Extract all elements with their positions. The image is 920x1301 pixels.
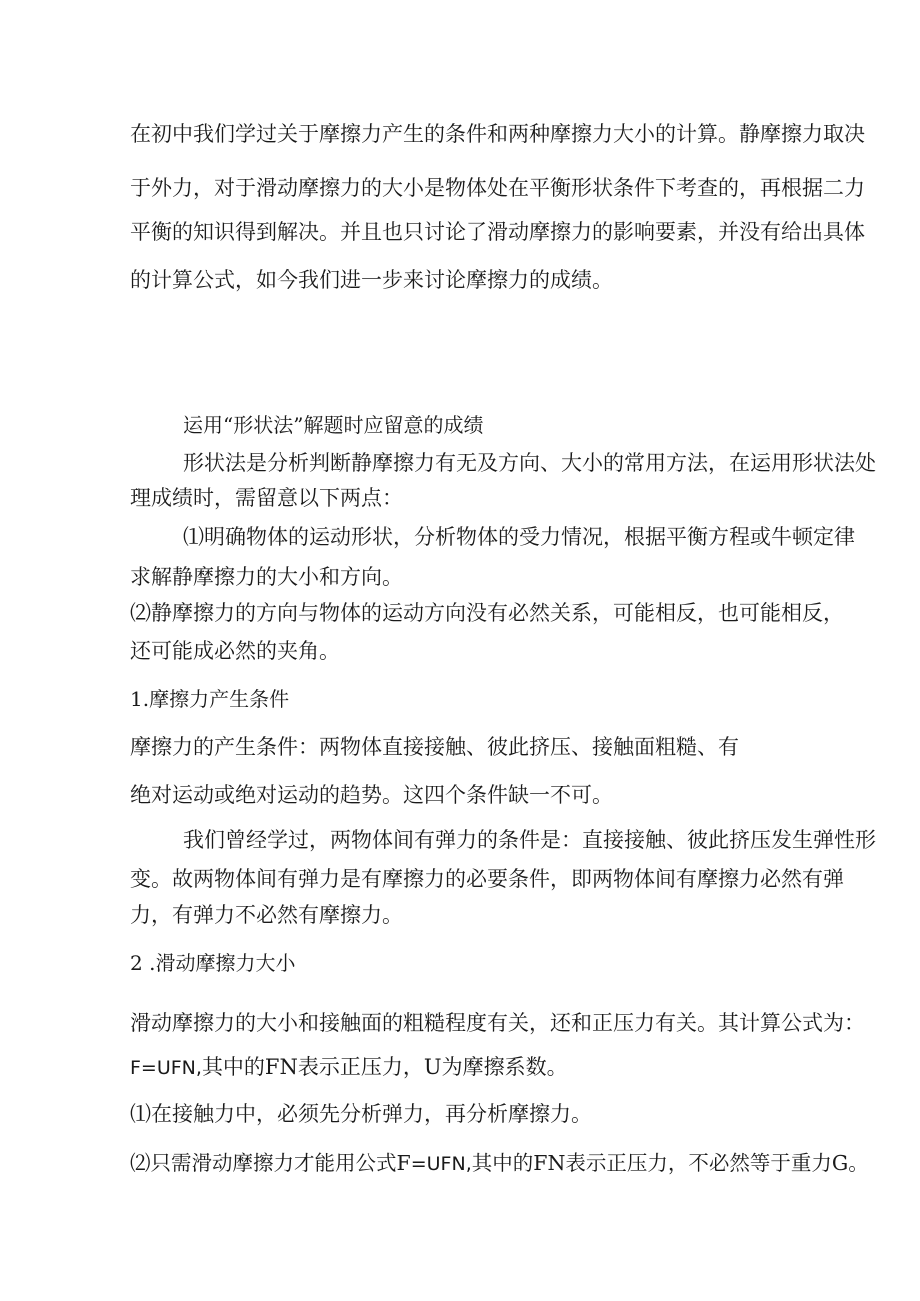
note-2-prefix: ⑵只需滑动摩擦力才能用公式F <box>130 1151 411 1175</box>
shape-item-1-line-2: 求解静摩擦力的大小和方向。 <box>130 565 403 589</box>
intro-line-3: 平衡的知识得到解决。并且也只讨论了滑动摩擦力的影响要素，并没有给出具体 <box>130 220 865 244</box>
intro-line-2: 于外力，对于滑动摩擦力的大小是物体处在平衡形状条件下考查的，再根据二力 <box>130 176 865 200</box>
note-2 <box>130 1150 869 1177</box>
formula-explanation: 其中的FN表示正压力，U为摩擦系数。 <box>201 1055 568 1079</box>
note-1: ⑴在接触力中，必须先分析弹力，再分析摩擦力。 <box>130 1102 592 1126</box>
elastic-para-line-2: 变。故两物体间有弹力是有摩擦力的必要条件，即两物体间有摩擦力必然有弹 <box>130 867 844 891</box>
sliding-friction-heading: 2 .滑动摩擦力大小 <box>130 951 296 975</box>
intro-line-1: 在初中我们学过关于摩擦力产生的条件和两种摩擦力大小的计算。静摩擦力取决 <box>130 122 865 146</box>
sliding-friction-line-1: 滑动摩擦力的大小和接触面的粗糙程度有关，还和正压力有关。其计算公式为： <box>130 1011 865 1035</box>
note-2-rest: 其中的FN表示正压力，不必然等于重力G。 <box>471 1151 869 1175</box>
formula-text: F=UFN, <box>130 1057 202 1079</box>
friction-conditions-line-2: 绝对运动或绝对运动的趋势。这四个条件缺一不可。 <box>130 783 613 807</box>
shape-item-2-line-1: ⑵静摩擦力的方向与物体的运动方向没有必然关系，可能相反，也可能相反， <box>130 601 844 625</box>
elastic-para-line-1: 我们曾经学过，两物体间有弹力的条件是：直接接触、彼此挤压发生弹性形 <box>183 828 876 852</box>
shape-para-line-2: 理成绩时，需留意以下两点： <box>130 486 403 510</box>
note-2-formula: =UFN, <box>410 1153 472 1175</box>
sliding-formula-line <box>130 1054 568 1081</box>
friction-conditions-heading: 1.摩擦力产生条件 <box>130 687 290 711</box>
shape-method-heading: 运用“形状法”解题时应留意的成绩 <box>183 413 484 437</box>
intro-line-4: 的计算公式，如今我们进一步来讨论摩擦力的成绩。 <box>130 268 613 292</box>
shape-para-line-1: 形状法是分析判断静摩擦力有无及方向、大小的常用方法，在运用形状法处 <box>183 451 876 475</box>
shape-item-1-line-1: ⑴明确物体的运动形状，分析物体的受力情况，根据平衡方程或牛顿定律 <box>183 525 855 549</box>
shape-item-2-line-2: 还可能成必然的夹角。 <box>130 639 340 663</box>
elastic-para-line-3: 力，有弹力不必然有摩擦力。 <box>130 903 403 927</box>
friction-conditions-line-1: 摩擦力的产生条件：两物体直接接触、彼此挤压、接触面粗糙、有 <box>130 735 739 759</box>
